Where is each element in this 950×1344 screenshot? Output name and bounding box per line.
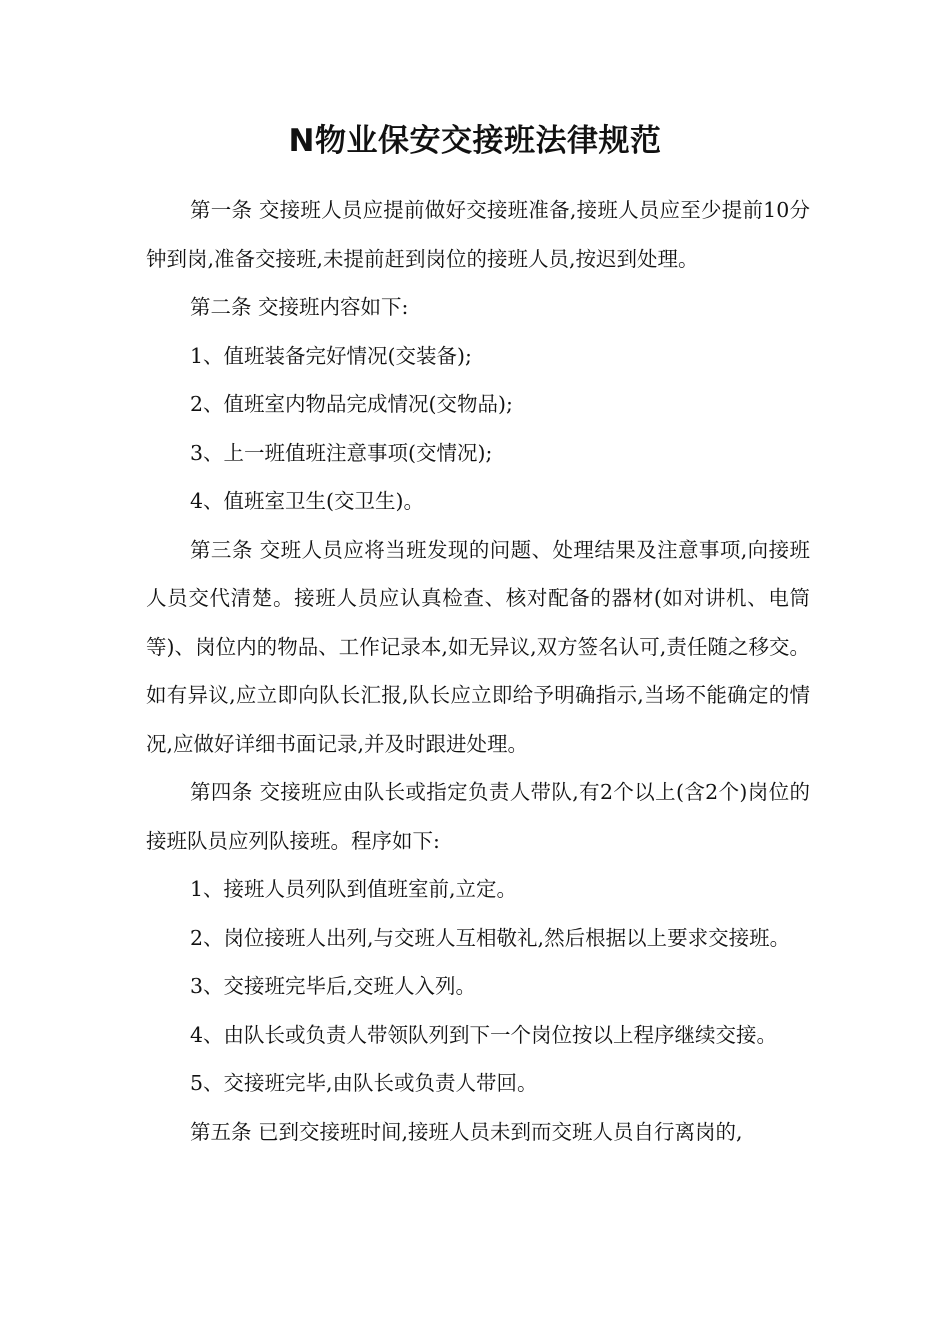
document-body — [146, 186, 810, 1156]
article-1-paragraph: 第一条 交接班人员应提前做好交接班准备,接班人员应至少提前10分钟到岗,准备交接班,未提前赶到岗位的接班人员,按迟到处理。 — [146, 198, 810, 271]
procedure-step-5: 5、交接班完毕,由队长或负责人带回。 — [190, 1071, 538, 1095]
article-3-paragraph: 第三条 交班人员应将当班发现的问题、处理结果及注意事项,向接班人员交代清楚。接班人员应认真检查、核对配备的器材(如对讲机、电筒等)、岗位内的物品、工作记录本,如无异议,双方签名认可,责任随之移交。如有异议,应立即向队长汇报,队长应立即给予明确指示,当场不能确定的情况,应做好详细书面记录,并及时跟进处理。 — [146, 537, 810, 756]
procedure-step-2: 2、岗位接班人出列,与交班人互相敬礼,然后根据以上要求交接班。 — [190, 925, 791, 950]
document-title: N物业保安交接班法律规范 — [288, 123, 662, 159]
list-item-equipment: 1、值班装备完好情况(交装备); — [190, 343, 472, 368]
list-item-items: 2、值班室内物品完成情况(交物品); — [190, 392, 513, 416]
procedure-step-3: 3、交接班完毕后,交班人入列。 — [190, 974, 477, 998]
article-4-paragraph: 第四条 交接班应由队长或指定负责人带队,有2个以上(含2个)岗位的接班队员应列队接班。程序如下: — [146, 780, 810, 853]
procedure-step-4: 4、由队长或负责人带领队列到下一个岗位按以上程序继续交接。 — [190, 1022, 778, 1047]
article-5-paragraph: 第五条 已到交接班时间,接班人员未到而交班人员自行离岗的, — [190, 1119, 743, 1144]
procedure-step-1: 1、接班人员列队到值班室前,立定。 — [190, 877, 518, 901]
list-item-hygiene: 4、值班室卫生(交卫生)。 — [190, 489, 425, 513]
article-2-paragraph: 第二条 交接班内容如下: — [190, 295, 409, 319]
list-item-situation: 3、上一班值班注意事项(交情况); — [190, 440, 493, 465]
